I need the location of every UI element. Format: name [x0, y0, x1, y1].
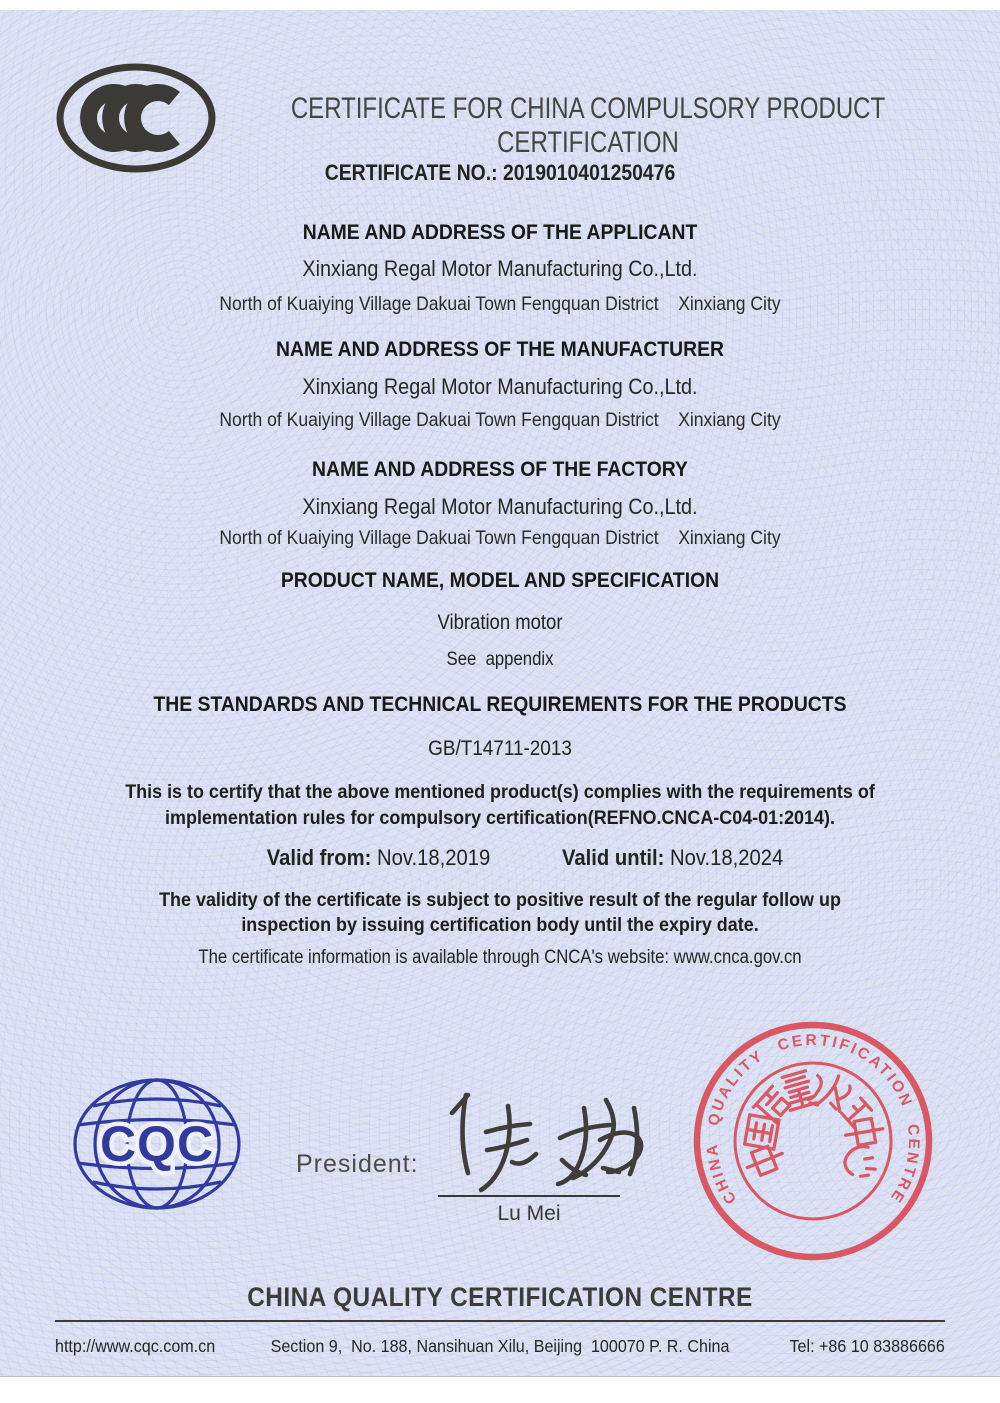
- valid-until-value: Nov.18,2024: [669, 845, 784, 870]
- manufacturer-address: North of Kuaiying Village Dakuai Town Fengquan District Xinxiang City: [219, 409, 781, 431]
- factory-heading: NAME AND ADDRESS OF THE FACTORY: [312, 457, 688, 481]
- issuing-centre-name: CHINA QUALITY CERTIFICATION CENTRE: [247, 1282, 753, 1312]
- standards-heading: THE STANDARDS AND TECHNICAL REQUIREMENTS FOR THE PRODUCTS: [153, 692, 847, 716]
- standards-value: GB/T14711-2013: [428, 736, 572, 760]
- applicant-company: Xinxiang Regal Motor Manufacturing Co.,Ltd.: [302, 256, 698, 281]
- stamp-latin-text: CHINA QUALITY CERTIFICATION CENTRE: [703, 1031, 923, 1208]
- president-label: President:: [296, 1150, 419, 1178]
- certification-stamp: [680, 1008, 950, 1278]
- validity-note-line1: The validity of the certificate is subject to positive result of the regular follow up: [159, 889, 841, 911]
- stamp-inner-ring: [735, 1063, 891, 1219]
- footer-address: Section 9, No. 188, Nansihuan Xilu, Beijing 100070 P. R. China: [270, 1336, 730, 1356]
- footer-telephone: Tel: +86 10 83886666: [789, 1336, 945, 1356]
- valid-until-label: Valid until:: [562, 845, 665, 870]
- factory-company: Xinxiang Regal Motor Manufacturing Co.,Ltd.: [302, 494, 698, 519]
- stamp-chinese-characters: [743, 1070, 885, 1182]
- certificate-title: CERTIFICATE FOR CHINA COMPULSORY PRODUCT CERTIFICATION: [290, 92, 886, 159]
- certify-statement-line2: implementation rules for compulsory certification(REFNO.CNCA-C04-01:2014).: [165, 807, 835, 829]
- footer-website: http://www.cqc.com.cn: [55, 1336, 216, 1356]
- validity-note-line2: inspection by issuing certification body until the expiry date.: [241, 914, 759, 936]
- stamp-outer-ring: [697, 1025, 929, 1257]
- certificate-number: CERTIFICATE NO.: 2019010401250476: [324, 160, 676, 185]
- certificate-page: [0, 10, 1000, 1377]
- signature-line: [438, 1195, 620, 1197]
- president-name: Lu Mei: [497, 1202, 561, 1225]
- manufacturer-heading: NAME AND ADDRESS OF THE MANUFACTURER: [276, 337, 724, 361]
- product-heading: PRODUCT NAME, MODEL AND SPECIFICATION: [280, 568, 720, 592]
- stamp-char-xin: [841, 1141, 882, 1181]
- applicant-address: North of Kuaiying Village Dakuai Town Fengquan District Xinxiang City: [219, 293, 781, 315]
- manufacturer-company: Xinxiang Regal Motor Manufacturing Co.,Ltd.: [302, 374, 698, 399]
- applicant-heading: NAME AND ADDRESS OF THE APPLICANT: [302, 220, 698, 244]
- product-name: Vibration motor: [437, 611, 563, 634]
- factory-address: North of Kuaiying Village Dakuai Town Fengquan District Xinxiang City: [219, 527, 781, 549]
- valid-from-label: Valid from:: [266, 845, 372, 870]
- valid-from-value: Nov.18,2019: [376, 845, 491, 870]
- certify-statement-line1: This is to certify that the above mentioned product(s) complies with the requirements of: [125, 781, 875, 803]
- cnca-info-line: The certificate information is available through CNCA's website: www.cnca.gov.cn: [198, 947, 802, 968]
- product-note: See appendix: [446, 649, 554, 670]
- stamp-char-ren: [807, 1070, 849, 1112]
- cqc-logo-text: CQC: [99, 1116, 215, 1172]
- footer-divider: [55, 1320, 945, 1322]
